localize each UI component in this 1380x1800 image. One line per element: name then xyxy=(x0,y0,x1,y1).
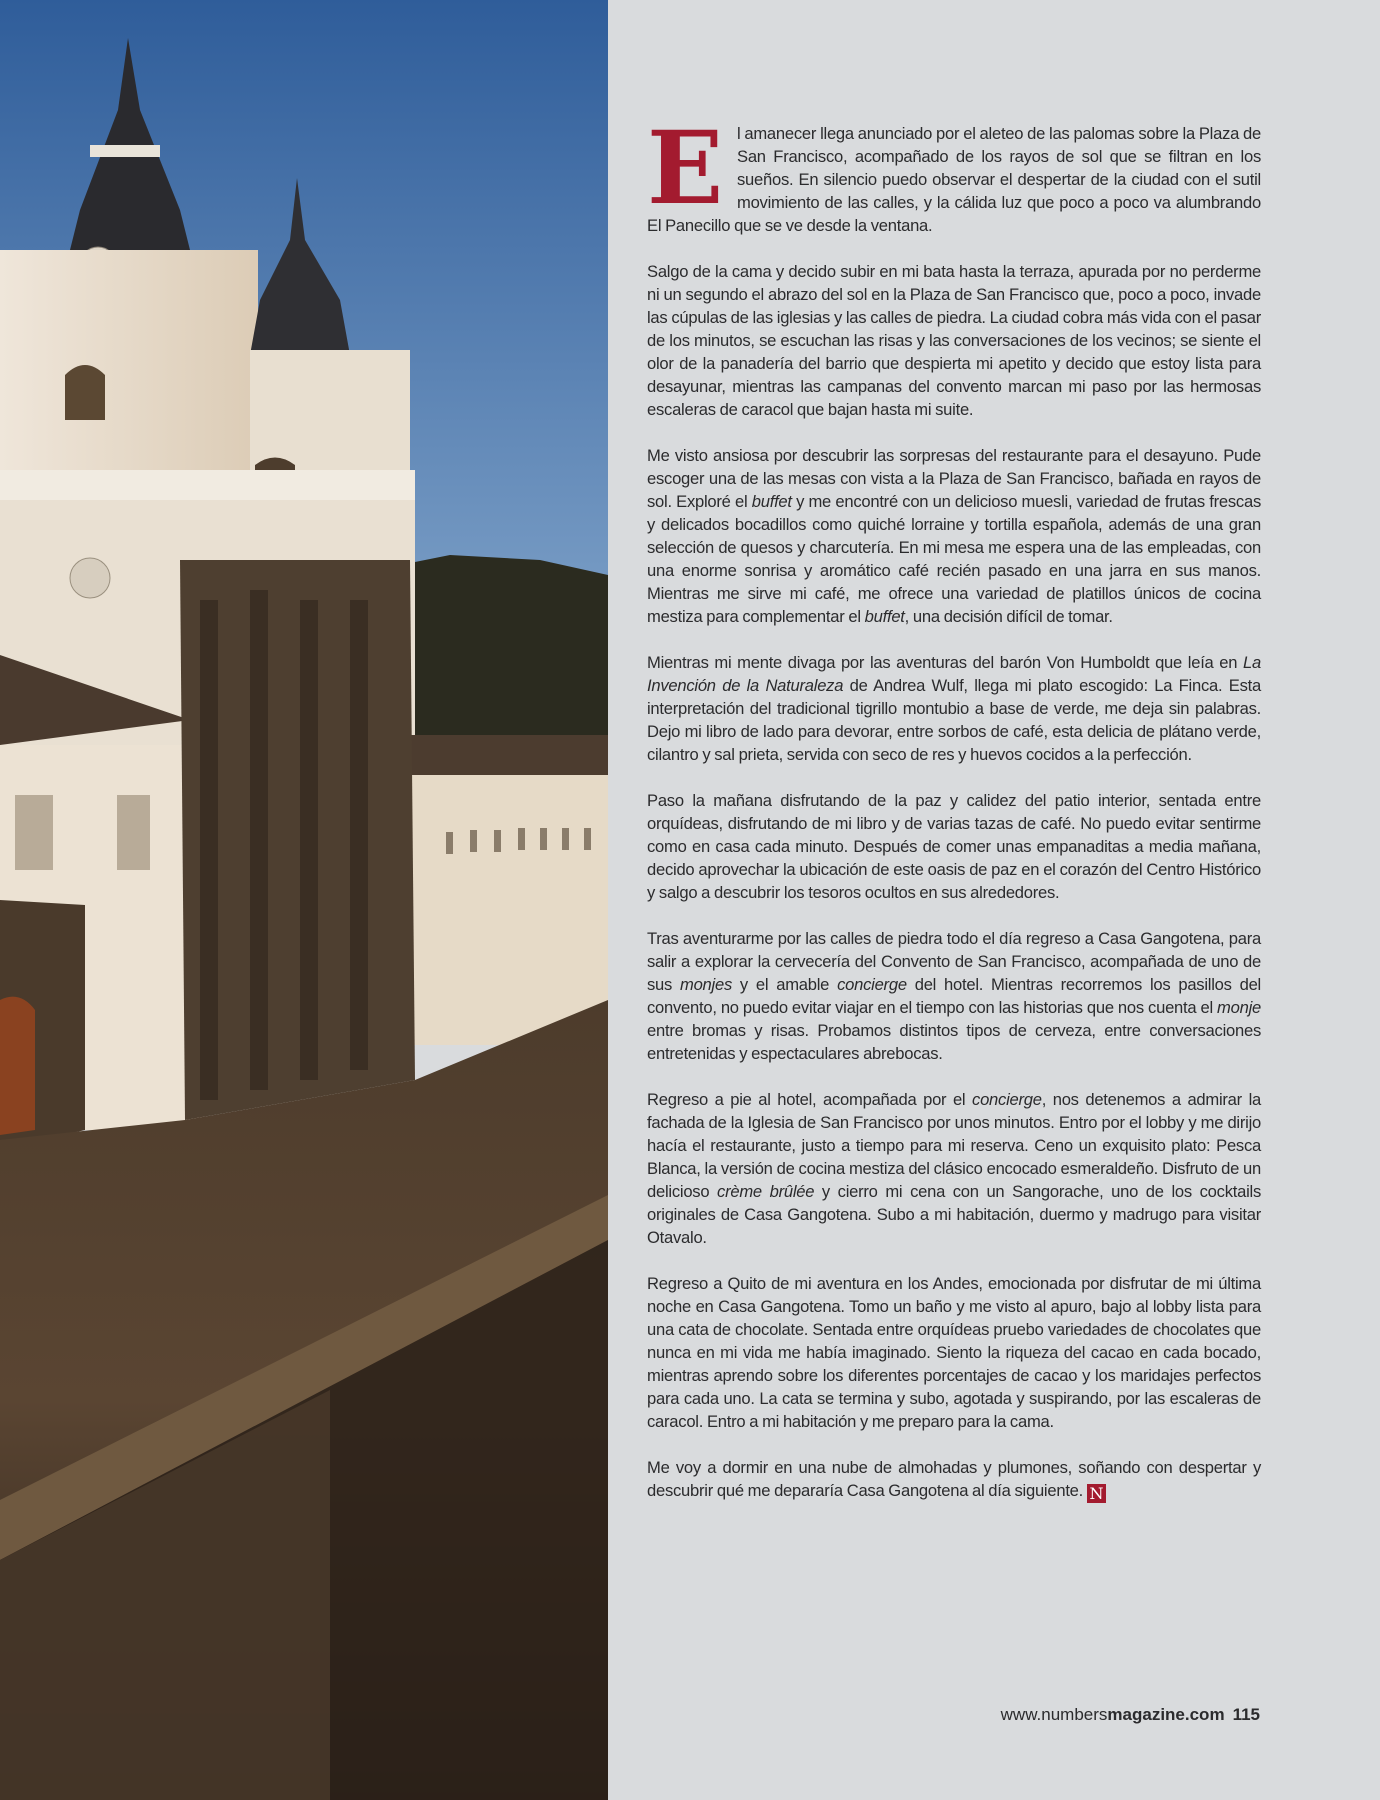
paragraph-text: Me voy a dormir en una nube de almohadas y plumones, soñando con despertar y descubrir qué me depararía Casa Gangotena al día siguiente. xyxy=(647,1458,1261,1500)
paragraph-text: de Andrea Wulf, llega mi plato escogido: La Finca. Esta interpretación del tradicional tigrillo montubio a base de verde, me deja sin palabras. Dejo mi libro de lado para devorar, entre sorbos de café, esta delicia de plátano verde, cilantro y sal prieta, servida con seco de res y huevos cocidos a la perfección. xyxy=(647,676,1261,764)
paragraph-text: y cierro mi cena con un Sangorache, uno de los cocktails originales de Casa Gangotena. Subo a mi habitación, duermo y madrugo para visitar Otavalo. xyxy=(647,1182,1262,1247)
italic-text: concierge xyxy=(837,975,907,994)
paragraph-text: Paso la mañana disfrutando de la paz y calidez del patio interior, sentada entre orquídeas, disfrutando de mi libro y de varias tazas de café. No puedo evitar sentirme como en casa cada minuto. Después de comer unas empanaditas a media mañana, decido aprovechar la ubicación de este oasis de paz en el corazón del Centro Histórico y salgo a descubrir los tesoros ocultos en sus alrededores. xyxy=(647,791,1261,902)
italic-text: monjes xyxy=(680,975,732,994)
end-mark-logo: N xyxy=(1087,1484,1106,1503)
article-paragraph xyxy=(647,1088,1261,1249)
paragraph-text: , una decisión difícil de tomar. xyxy=(904,607,1113,626)
footer-url-numbers: numbers xyxy=(1041,1705,1108,1724)
article-paragraph xyxy=(647,651,1261,766)
article-body xyxy=(647,109,1262,1526)
drop-cap: E xyxy=(647,109,724,227)
article-paragraph xyxy=(647,444,1261,628)
paragraph-text: Mientras mi mente divaga por las aventuras del barón Von Humboldt que leía en xyxy=(647,653,1244,672)
italic-text: La Invención de la Naturaleza xyxy=(647,653,1261,695)
paragraph-text: del hotel. Mientras recorremos los pasillos del convento, no puedo evitar viajar en el tiempo con las historias que nos cuenta el xyxy=(647,975,1261,1017)
paragraph-text: y el amable xyxy=(732,975,838,994)
article-paragraph xyxy=(647,260,1261,421)
paragraph-text: , nos detenemos a admirar la fachada de la Iglesia de San Francisco por unos minutos. Entro por el lobby y me dirijo hacía el restaurante, justo a tiempo para mi reserva. Ceno un exquisito plato: Pesca Blanca, la versión de cocina mestiza del clásico encocado esmeraldeño. Disfruto de un delicioso xyxy=(647,1090,1261,1201)
italic-text: buffet xyxy=(751,492,792,511)
paragraph-text: Me visto ansiosa por descubrir las sorpresas del restaurante para el desayuno. Pude escoger una de las mesas con vista a la Plaza de San Francisco, bañada en rayos de sol. Exploré el xyxy=(647,446,1261,511)
paragraph-text: entre bromas y risas. Probamos distintos tipos de cerveza, entre conversaciones entretenidas y espectaculares abrebocas. xyxy=(647,1021,1261,1063)
article-paragraph xyxy=(647,1272,1261,1433)
article-paragraph xyxy=(647,927,1261,1065)
paragraph-text: l amanecer llega anunciado por el aleteo de las palomas sobre la Plaza de San Francisco, acompañado de los rayos de sol que se filtran en los sueños. En silencio puedo observar el despertar de la ciudad con el sutil movimiento de las calles, y la cálida luz que poco a poco va alumbrando El Panecillo que se ve desde la ventana. xyxy=(647,124,1261,235)
hill xyxy=(400,555,608,760)
church-photo xyxy=(0,0,608,1800)
paragraph-text: Salgo de la cama y decido subir en mi bata hasta la terraza, apurada por no perderme ni un segundo el abrazo del sol en la Plaza de San Francisco que, poco a poco, invade las cúpulas de las iglesias y las calles de piedra. La ciudad cobra más vida con el pasar de los minutos, se escuchan las risas y las conversaciones de los vecinos; se siente el olor de la panadería del barrio que despierta mi apetito y decido que estoy lista para desayunar, mientras las campanas del convento marcan mi paso por las hermosas escaleras de caracol que bajan hasta mi suite. xyxy=(647,262,1261,419)
italic-text: concierge xyxy=(972,1090,1042,1109)
article-paragraph xyxy=(647,789,1261,904)
italic-text: crème brûlée xyxy=(717,1182,815,1201)
paragraph-text: Regreso a Quito de mi aventura en los Andes, emocionada por disfrutar de mi última noche en Casa Gangotena. Tomo un baño y me visto al apuro, bajo al lobby lista para una cata de chocolate. Sentada entre orquídeas pruebo variedades de chocolates que nunca en mi vida me había imaginado. Siento la riqueza del cacao en cada bocado, mientras aprendo sobre los diferentes porcentajes de cacao y los maridajes perfectos para cada uno. La cata se termina y subo, agotada y suspirando, por las escaleras de caracol. Entro a mi habitación y me preparo para la cama. xyxy=(647,1274,1261,1431)
footer-url-magazine: magazine.com xyxy=(1107,1705,1225,1724)
paragraph-text: Tras aventurarme por las calles de piedra todo el día regreso a Casa Gangotena, para salir a explorar la cervecería del Convento de San Francisco, acompañada de uno de sus xyxy=(647,929,1261,994)
article-paragraph xyxy=(647,1456,1261,1503)
right-building xyxy=(405,770,608,1045)
italic-text: buffet xyxy=(864,607,905,626)
italic-text: monje xyxy=(1217,998,1261,1017)
footer-url-prefix: www. xyxy=(1000,1705,1042,1724)
article-paragraph xyxy=(647,109,1261,237)
page-footer xyxy=(1001,1705,1260,1725)
paragraph-text: y me encontré con un delicioso muesli, variedad de frutas frescas y delicados bocadillos como quiché lorraine y tortilla española, además de una gran selección de quesos y charcutería. En mi mesa me espera una de las empleadas, con una enorme sonrisa y aromático café recién pasado en una jarra en sus manos. Mientras me sirve mi café, me ofrece una variedad de platillos únicos de cocina mestiza para complementar el xyxy=(647,492,1261,626)
paragraph-text: Regreso a pie al hotel, acompañada por el xyxy=(647,1090,973,1109)
page-number: 115 xyxy=(1232,1705,1260,1724)
